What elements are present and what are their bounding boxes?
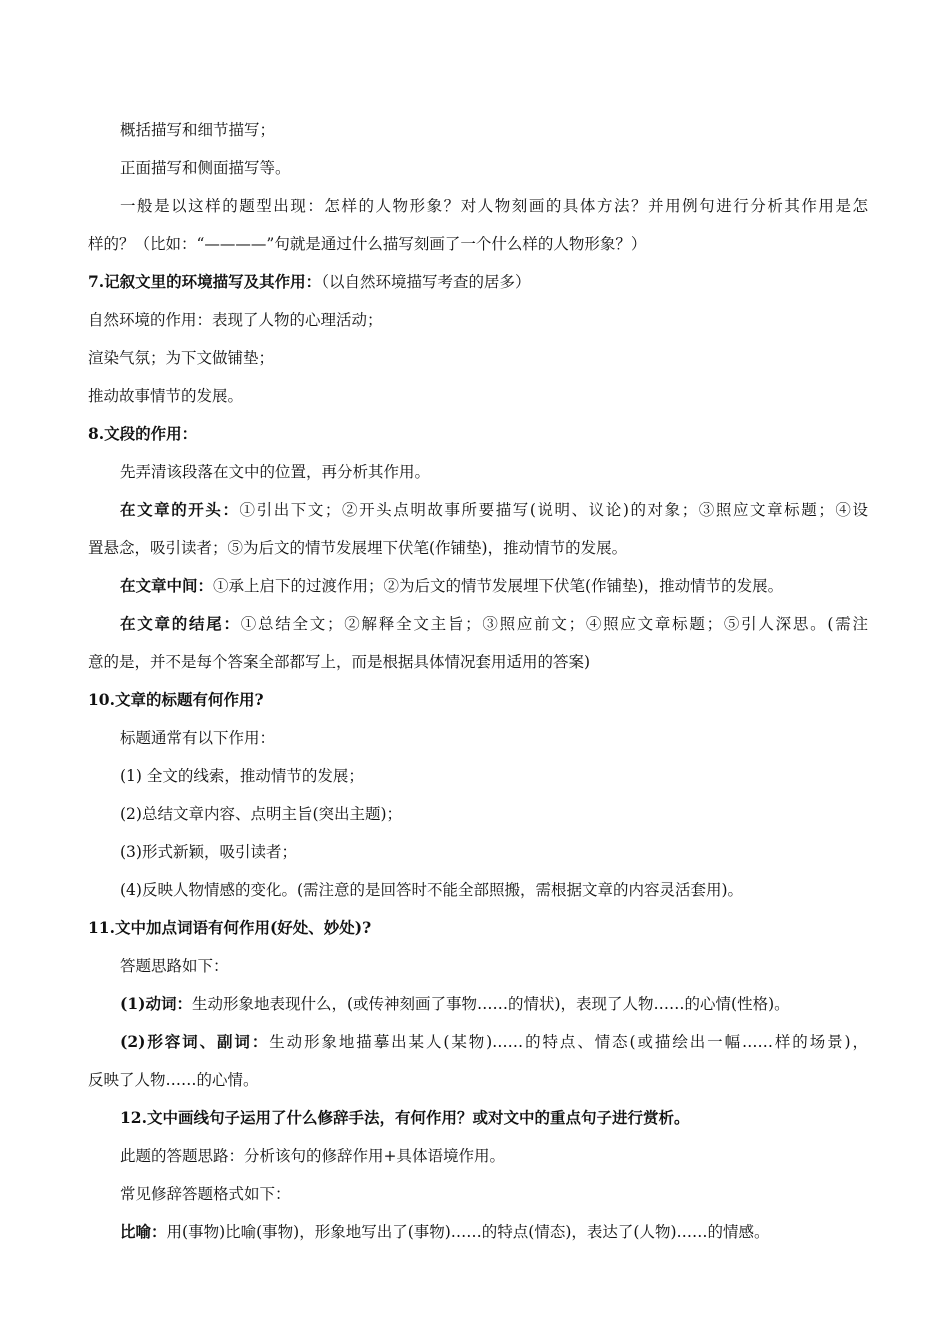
- list-item: (4)反映人物情感的变化。(需注意的是回答时不能全部照搬，需根据文章的内容灵活套用)。: [120, 881, 744, 899]
- list-item: (2)总结文章内容、点明主旨(突出主题)；: [120, 805, 403, 823]
- paragraph-line: 渲染气氛；为下文做铺垫；: [88, 349, 275, 367]
- paragraph-line: 先弄清该段落在文中的位置，再分析其作用。: [120, 463, 431, 481]
- paragraph-line: 推动故事情节的发展。: [88, 387, 244, 405]
- paragraph-line: 自然环境的作用：表现了人物的心理活动；: [88, 311, 383, 329]
- keyword-label: 在文章的结尾：: [120, 614, 241, 633]
- section-heading-8: 8.文段的作用：: [88, 424, 198, 443]
- line-text: ①承上启下的过渡作用；②为后文的情节发展埋下伏笔(作铺垫)，推动情节的发展。: [213, 577, 784, 595]
- paragraph-line: [120, 993, 868, 1015]
- paragraph-line: [120, 499, 868, 521]
- list-item: (1) 全文的线索，推动情节的发展；: [120, 767, 364, 785]
- paragraph-line: 此题的答题思路：分析该句的修辞作用+具体语境作用。: [120, 1147, 505, 1165]
- paragraph-line: 标题通常有以下作用：: [120, 729, 276, 747]
- paragraph-line: 常见修辞答题格式如下：: [120, 1185, 291, 1203]
- paragraph-line: 正面描写和侧面描写等。: [120, 159, 291, 177]
- keyword-label: 比喻：: [120, 1222, 167, 1241]
- keyword-label: 在文章中间：: [120, 576, 214, 595]
- line-text: 生动形象地表现什么，(或传神刻画了事物……的情状)，表现了人物……的心情(性格)。: [191, 995, 790, 1013]
- line-text: 生动形象地描摹出某人(某物)……的特点、情态(或描绘出一幅……样的场景)，: [269, 1033, 868, 1051]
- paragraph-line: 意的是，并不是每个答案全部都写上，而是根据具体情况套用适用的答案): [88, 653, 591, 671]
- list-item: (3)形式新颖，吸引读者；: [120, 843, 297, 861]
- heading-note: （以自然环境描写考查的居多）: [321, 273, 531, 291]
- paragraph-line: [120, 1221, 868, 1243]
- heading-text: 7.记叙文里的环境描写及其作用：: [88, 272, 322, 291]
- section-heading-12: 12.文中画线句子运用了什么修辞手法，有何作用？或对文中的重点句子进行赏析。: [120, 1108, 690, 1127]
- paragraph-line: 置悬念，吸引读者；⑤为后文的情节发展埋下伏笔(作铺垫)，推动情节的发展。: [88, 539, 628, 557]
- keyword-label: 在文章的开头：: [120, 500, 240, 519]
- keyword-label: (1)动词：: [120, 994, 192, 1013]
- keyword-label: (2)形容词、副词：: [120, 1032, 270, 1051]
- paragraph-line: 答题思路如下：: [120, 957, 229, 975]
- line-text: ①引出下文；②开头点明故事所要描写(说明、议论)的对象；③照应文章标题；④设: [239, 501, 868, 519]
- section-heading-10: 10.文章的标题有何作用?: [88, 690, 264, 709]
- paragraph-line: 一般是以这样的题型出现：怎样的人物形象？对人物刻画的具体方法？并用例句进行分析其作用是怎: [120, 197, 868, 215]
- paragraph-line: [120, 613, 868, 635]
- line-text: ①总结全文；②解释全文主旨；③照应前文；④照应文章标题；⑤引人深思。(需注: [240, 615, 868, 633]
- paragraph-line: [120, 575, 868, 597]
- paragraph-line: 样的？（比如：“————”句就是通过什么描写刻画了一个什么样的人物形象？）: [88, 235, 647, 253]
- paragraph-line: 概括描写和细节描写；: [120, 121, 276, 139]
- paragraph-line: [120, 1031, 868, 1053]
- section-heading-7: [88, 271, 868, 293]
- paragraph-line: 反映了人物……的心情。: [88, 1071, 259, 1089]
- section-heading-11: 11.文中加点词语有何作用(好处、妙处)?: [88, 918, 372, 937]
- line-text: 用(事物)比喻(事物)，形象地写出了(事物)……的特点(情态)，表达了(人物)……的情感。: [166, 1223, 770, 1241]
